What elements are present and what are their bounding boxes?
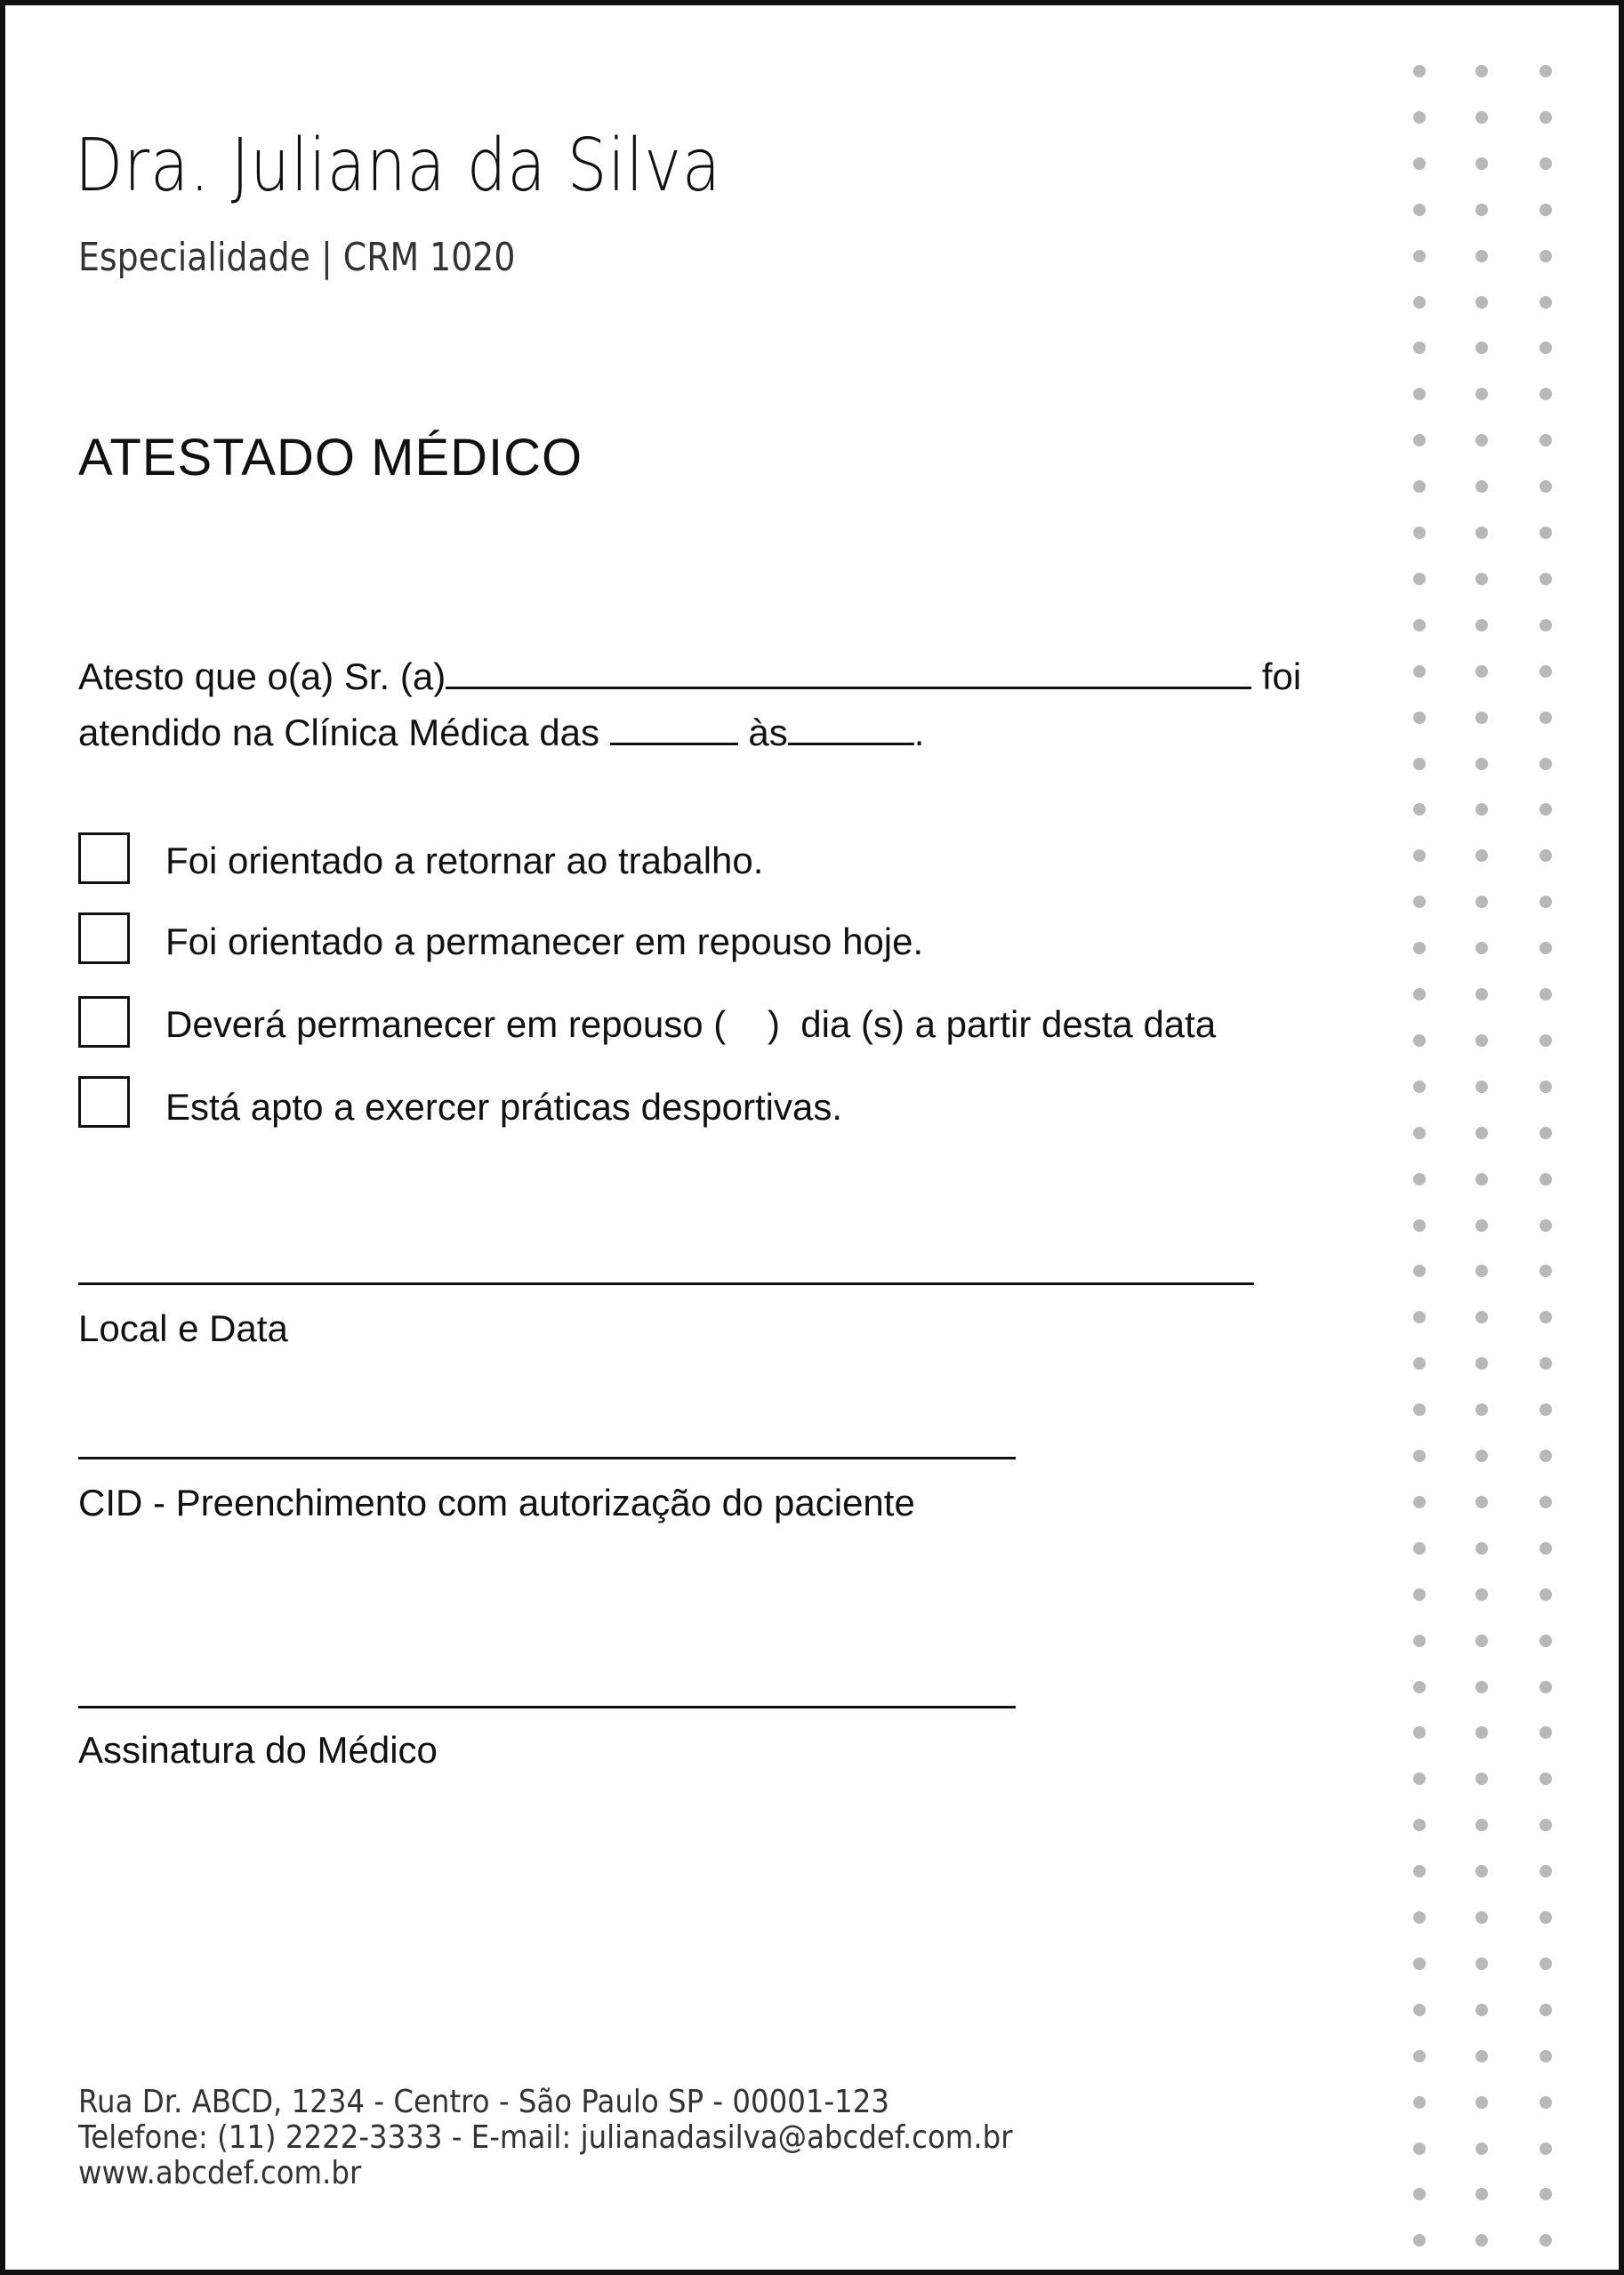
decorative-dot (1540, 758, 1552, 770)
decorative-dot (1540, 1957, 1552, 1970)
decorative-dot (1540, 803, 1552, 816)
decorative-dot (1413, 157, 1426, 170)
decorative-dot (1413, 1542, 1426, 1555)
decorative-dot (1413, 1357, 1426, 1370)
decorative-dot (1475, 1957, 1488, 1970)
signature-label: Assinatura do Médico (78, 1729, 438, 1771)
decorative-dot (1413, 1081, 1426, 1093)
decorative-dot (1413, 803, 1426, 816)
decorative-dot (1540, 711, 1552, 724)
decorative-dot (1413, 204, 1426, 216)
decorative-dot (1475, 2142, 1488, 2155)
decorative-dot (1475, 1726, 1488, 1739)
decorative-dot (1540, 573, 1552, 585)
decorative-dot (1540, 2234, 1552, 2247)
decorative-dot (1475, 2050, 1488, 2062)
decorative-dot (1540, 2004, 1552, 2016)
decorative-dot (1413, 1173, 1426, 1186)
decorative-dot (1413, 619, 1426, 631)
decorative-dot (1475, 2234, 1488, 2247)
decorative-dot (1475, 1865, 1488, 1877)
time-from-blank[interactable] (610, 711, 738, 745)
decorative-dot (1413, 2004, 1426, 2016)
decorative-dot (1475, 2004, 1488, 2016)
decorative-dot (1413, 1865, 1426, 1877)
decorative-dot (1540, 65, 1552, 77)
decorative-dot (1540, 849, 1552, 862)
document-title: ATESTADO MÉDICO (78, 429, 583, 486)
decorative-dot (1413, 1265, 1426, 1277)
decorative-dot (1540, 1911, 1552, 1924)
decorative-dot (1413, 250, 1426, 262)
decorative-dot (1540, 2096, 1552, 2109)
decorative-dot (1540, 1773, 1552, 1785)
decorative-dot (1475, 619, 1488, 631)
cid-label: CID - Preenchimento com autorização do paciente (78, 1482, 915, 1523)
decorative-dot (1540, 1681, 1552, 1693)
decorative-dot (1475, 665, 1488, 678)
time-connector: às (748, 711, 788, 753)
option-label-rest-days: Deverá permanecer em repouso ( ) dia (s) a partir desta data (165, 1003, 1217, 1045)
decorative-dot (1475, 1311, 1488, 1323)
footer-website[interactable]: www.abcdef.com.br (78, 2155, 362, 2191)
decorative-dot (1540, 1403, 1552, 1416)
decorative-dot (1413, 1911, 1426, 1924)
option-checkbox-sports[interactable] (78, 1076, 130, 1128)
decorative-dot (1540, 1819, 1552, 1831)
decorative-dot (1540, 204, 1552, 216)
decorative-dot (1413, 758, 1426, 770)
decorative-dot (1413, 1403, 1426, 1416)
decorative-dot (1413, 1127, 1426, 1139)
decorative-dot (1540, 1081, 1552, 1093)
decorative-dot (1540, 2188, 1552, 2200)
decorative-dot (1413, 988, 1426, 1001)
decorative-dot (1475, 1911, 1488, 1924)
decorative-dot (1475, 1496, 1488, 1508)
decorative-dot (1475, 1219, 1488, 1232)
doctor-specialty-crm: Especialidade | CRM 1020 (78, 235, 516, 280)
decorative-dot (1540, 1127, 1552, 1139)
decorative-dot (1540, 1311, 1552, 1323)
decorative-dot (1413, 1681, 1426, 1693)
decorative-dot (1413, 2234, 1426, 2247)
decorative-dot (1413, 573, 1426, 585)
decorative-dot (1540, 1034, 1552, 1047)
decorative-dot (1475, 480, 1488, 493)
patient-name-blank[interactable] (446, 655, 1251, 689)
decorative-dot (1475, 157, 1488, 170)
decorative-dot (1475, 1081, 1488, 1093)
decorative-dot (1475, 1588, 1488, 1601)
decorative-dot (1475, 1127, 1488, 1139)
decorative-dot (1413, 1588, 1426, 1601)
decorative-dot (1540, 1542, 1552, 1555)
decorative-dot (1540, 1865, 1552, 1877)
decorative-dot (1475, 527, 1488, 539)
decorative-dot (1475, 1542, 1488, 1555)
option-checkbox-rest-days[interactable] (78, 996, 130, 1048)
decorative-dot (1540, 1219, 1552, 1232)
footer-address: Rua Dr. ABCD, 1234 - Centro - São Paulo SP - 00001-123 (78, 2084, 890, 2120)
decorative-dot (1413, 1311, 1426, 1323)
decorative-dot (1475, 758, 1488, 770)
decorative-dot (1540, 1588, 1552, 1601)
decorative-dot (1475, 111, 1488, 124)
decorative-dot (1413, 711, 1426, 724)
time-to-blank[interactable] (788, 711, 914, 745)
decorative-dot (1475, 1773, 1488, 1785)
decorative-dot (1540, 988, 1552, 1001)
decorative-dot (1413, 942, 1426, 954)
decorative-dot (1540, 1265, 1552, 1277)
decorative-dot (1540, 157, 1552, 170)
statement-period: . (913, 711, 925, 753)
decorative-dot (1540, 619, 1552, 631)
decorative-dot (1413, 296, 1426, 309)
decorative-dot (1475, 250, 1488, 262)
decorative-dot (1475, 1681, 1488, 1693)
decorative-dot (1475, 1357, 1488, 1370)
decorative-dot (1475, 2188, 1488, 2200)
decorative-dot (1413, 388, 1426, 400)
decorative-dot (1413, 896, 1426, 908)
decorative-dot (1475, 204, 1488, 216)
decorative-dot (1475, 388, 1488, 400)
decorative-dot (1413, 2096, 1426, 2109)
decorative-dot (1413, 65, 1426, 77)
decorative-dot (1540, 1496, 1552, 1508)
decorative-dot (1413, 527, 1426, 539)
decorative-dot (1475, 1034, 1488, 1047)
statement-line-2 (78, 711, 924, 752)
local-data-label: Local e Data (78, 1307, 288, 1349)
decorative-dot (1540, 480, 1552, 493)
decorative-dot (1540, 111, 1552, 124)
decorative-dot (1475, 896, 1488, 908)
decorative-dot (1540, 250, 1552, 262)
decorative-dot (1413, 665, 1426, 678)
decorative-dot (1540, 342, 1552, 354)
decorative-dot (1413, 1450, 1426, 1462)
decorative-dot (1475, 1635, 1488, 1647)
decorative-dot (1413, 342, 1426, 354)
decorative-dot (1475, 1403, 1488, 1416)
decorative-dot (1540, 1635, 1552, 1647)
decorative-dot (1475, 296, 1488, 309)
decorative-dot (1413, 1635, 1426, 1647)
option-label-rest-today: Foi orientado a permanecer em repouso hoje. (165, 920, 924, 962)
decorative-dot (1540, 527, 1552, 539)
option-checkbox-rest-today[interactable] (78, 912, 130, 964)
decorative-dot (1413, 2142, 1426, 2155)
decorative-dot (1413, 1819, 1426, 1831)
decorative-dot (1540, 1450, 1552, 1462)
decorative-dot (1540, 296, 1552, 309)
decorative-dot (1540, 665, 1552, 678)
option-checkbox-return-work[interactable] (78, 832, 130, 884)
decorative-dot (1413, 1219, 1426, 1232)
signature-line[interactable] (78, 1706, 1016, 1708)
decorative-dot (1540, 2142, 1552, 2155)
decorative-dot (1475, 1450, 1488, 1462)
decorative-dot (1413, 1957, 1426, 1970)
clinic-text: atendido na Clínica Médica das (78, 711, 600, 753)
footer-contact: Telefone: (11) 2222-3333 - E-mail: julianadasilva@abcdef.com.br (78, 2119, 1013, 2156)
decorative-dot (1413, 2050, 1426, 2062)
statement-suffix: foi (1261, 655, 1302, 697)
decorative-dot (1413, 1034, 1426, 1047)
decorative-dot (1413, 480, 1426, 493)
decorative-dot (1475, 573, 1488, 585)
statement-prefix: Atesto que o(a) Sr. (a) (78, 655, 446, 697)
decorative-dot (1475, 342, 1488, 354)
decorative-dot (1540, 896, 1552, 908)
decorative-dot (1475, 2096, 1488, 2109)
decorative-dot (1475, 1173, 1488, 1186)
decorative-dot (1413, 434, 1426, 446)
decorative-dot (1475, 65, 1488, 77)
statement-line-1 (78, 655, 1301, 695)
cid-line[interactable] (78, 1457, 1016, 1459)
decorative-dot (1413, 111, 1426, 124)
decorative-dot (1540, 1726, 1552, 1739)
decorative-dot (1413, 2188, 1426, 2200)
decorative-dot (1475, 803, 1488, 816)
decorative-dot (1413, 1773, 1426, 1785)
decorative-dot (1413, 1726, 1426, 1739)
decorative-dot (1475, 1819, 1488, 1831)
decorative-dot (1475, 988, 1488, 1001)
decorative-dot (1540, 1357, 1552, 1370)
decorative-dot (1540, 1173, 1552, 1186)
decorative-dot (1475, 942, 1488, 954)
option-label-sports: Está apto a exercer práticas desportivas. (165, 1086, 843, 1128)
decorative-dot (1540, 942, 1552, 954)
decorative-dot (1413, 1496, 1426, 1508)
doctor-name: Dra. Juliana da Silva (75, 124, 721, 208)
decorative-dot (1540, 388, 1552, 400)
decorative-dot (1540, 2050, 1552, 2062)
option-label-return-work: Foi orientado a retornar ao trabalho. (165, 840, 764, 881)
decorative-dot (1540, 434, 1552, 446)
decorative-dot (1413, 849, 1426, 862)
decorative-dot (1475, 849, 1488, 862)
decorative-dot (1475, 434, 1488, 446)
local-data-line[interactable] (78, 1282, 1254, 1285)
decorative-dot (1475, 1265, 1488, 1277)
decorative-dot (1475, 711, 1488, 724)
